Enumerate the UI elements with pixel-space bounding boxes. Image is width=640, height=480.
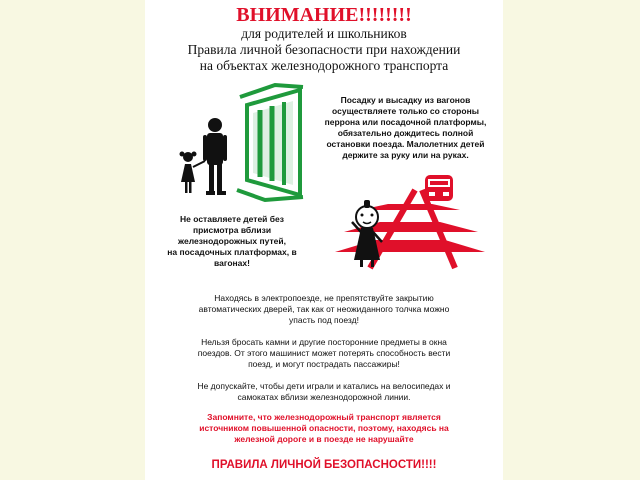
poster-title: ВНИМАНИЕ!!!!!!!! (236, 4, 412, 26)
rule-remember: Запомните, что железнодорожный транспорт является источником повышенной опасности, поэтому, находясь на железной дороге и в поезде не нарушайте (199, 412, 449, 444)
poster-page (145, 0, 503, 480)
final-warning: ПРАВИЛА ЛИЧНОЙ БЕЗОПАСНОСТИ!!!! (211, 459, 437, 471)
rule-supervision: Не оставляете детей без присмотра вблизи железнодорожных путей, на посадочных платформах, в вагонах! (167, 214, 297, 268)
rule-doors: Находясь в электропоезде, не препятствуйте закрытию автоматических дверей, так как от неожиданного толчка можно упасть под поезд! (198, 293, 450, 325)
child-girl-icon (352, 200, 382, 267)
subtitle-line-3: на объектах железнодорожного транспорта (199, 58, 449, 73)
subtitle-line-1: для родителей и школьников (241, 26, 407, 41)
parent-child-train-illustration (175, 85, 305, 200)
subtitle-line-2: Правила личной безопасности при нахождении (187, 42, 461, 57)
child-on-tracks-illustration (330, 170, 490, 270)
rule-bicycles: Не допускайте, чтобы дети играли и катались на велосипедах и самокатах вблизи железнодорожной линии. (197, 381, 451, 402)
child-figure-icon (180, 152, 206, 194)
red-train-icon (425, 175, 453, 201)
adult-figure-icon (203, 118, 227, 195)
green-train-icon (237, 85, 303, 200)
poster-subtitle (145, 26, 503, 74)
rule-boarding: Посадку и высадку из вагонов осуществляете только со стороны перрона или посадочной платформы, обязательно дождитесь полной остановки поезда. Малолетних детей держите за руку или на руках. (324, 95, 487, 160)
rule-stones: Нельзя бросать камни и другие посторонние предметы в окна поездов. От этого машинист может потерять способность вести поезд, и могут пострадать пассажиры! (197, 337, 451, 369)
